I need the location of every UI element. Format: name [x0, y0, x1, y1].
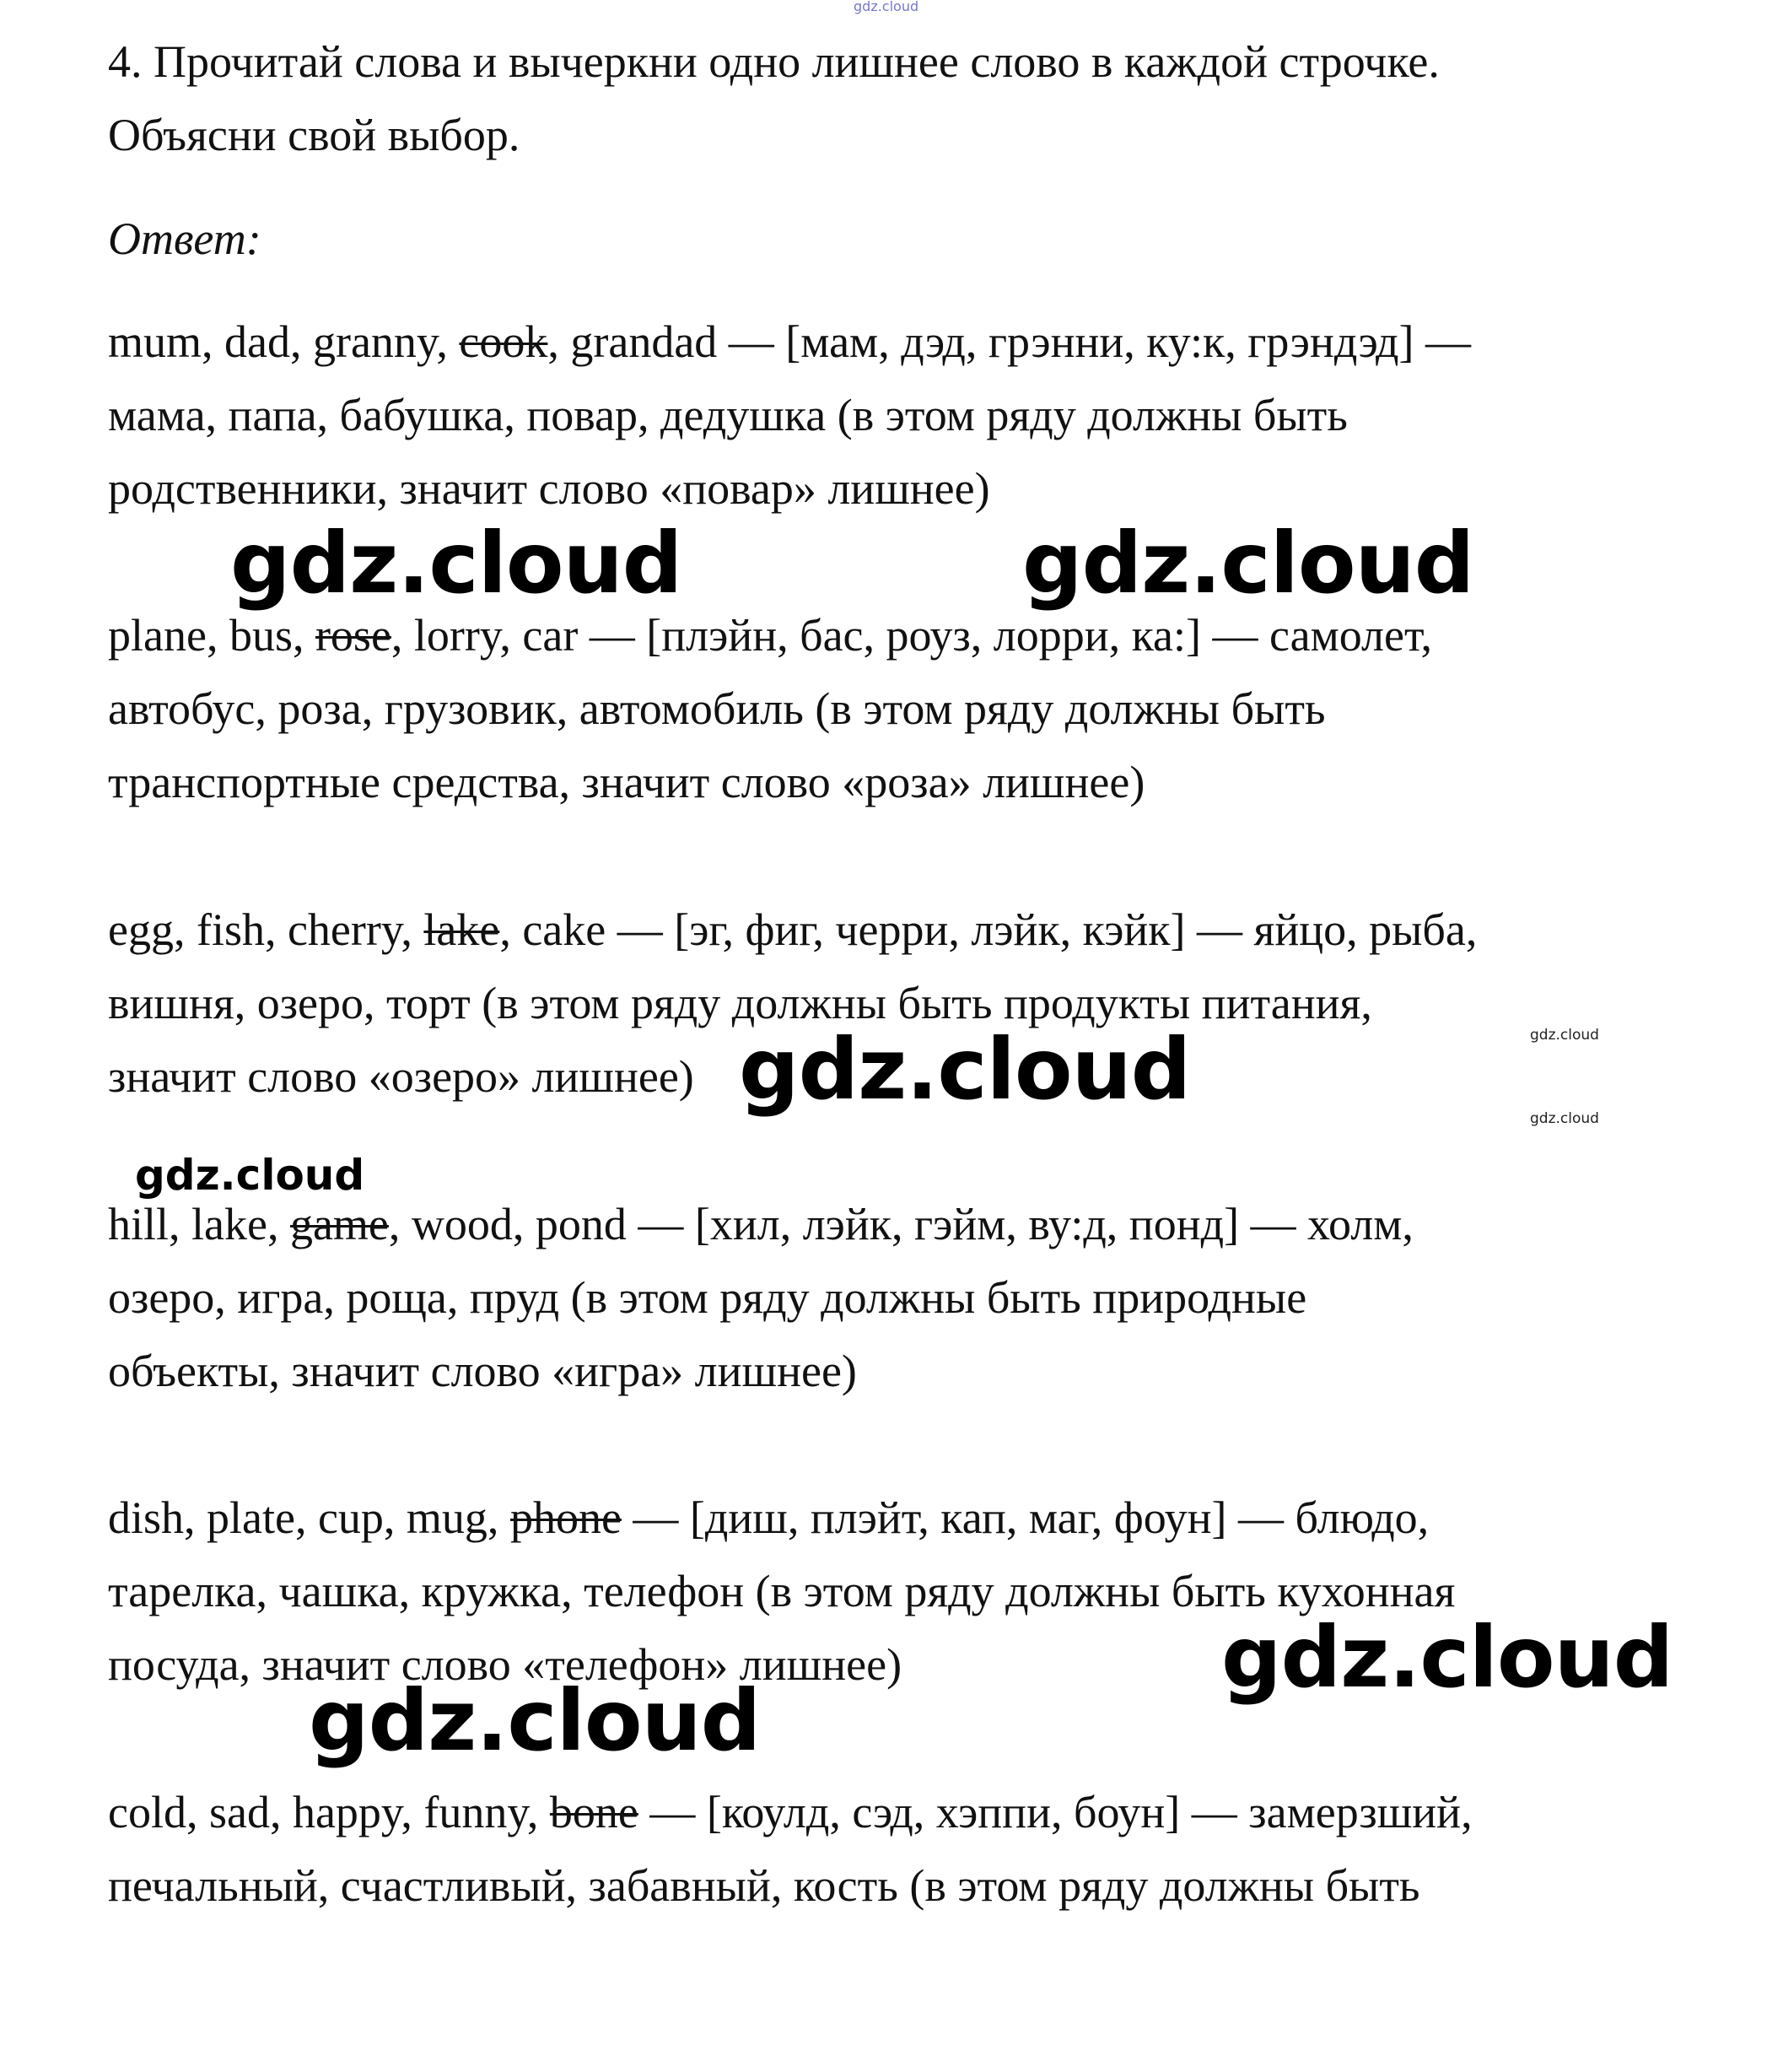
- watermark-4: gdz.cloud: [135, 1151, 365, 1200]
- task-line-1: 4. Прочитай слова и вычеркни одно лишнее слово в каждой строчке.: [108, 36, 1440, 87]
- entry-2-line-3: транспортные средства, значит слово «роза» лишнее): [108, 757, 1145, 807]
- entry-2-line-2: автобус, роза, грузовик, автомобиль (в этом ряду должны быть: [108, 683, 1326, 734]
- entry-5-line-3: посуда, значит слово «телефон» лишнее): [108, 1639, 902, 1690]
- answer-label: Ответ:: [108, 213, 261, 264]
- entry-3-line-1: egg, fish, cherry, lake, cake — [эг, фиг, черри, лэйк, кэйк] — яйцо, рыба,: [108, 904, 1478, 955]
- entry-5-line-2: тарелка, чашка, кружка, телефон (в этом ряду должны быть кухонная: [108, 1566, 1456, 1616]
- watermark-3: gdz.cloud: [739, 1020, 1191, 1119]
- struck-word-rose: rose: [315, 610, 391, 661]
- struck-word-cook: cook: [459, 316, 548, 367]
- entry-4-line-3: объекты, значит слово «игра» лишнее): [108, 1346, 857, 1396]
- entry-2-line-1: plane, bus, rose, lorry, car — [плэйн, бас, роуз, лорри, ка:] — самолет,: [108, 610, 1433, 661]
- struck-word-lake: lake: [423, 904, 500, 955]
- watermark-2: gdz.cloud: [1022, 514, 1474, 612]
- entry-4-line-1: hill, lake, game, wood, pond — [хил, лэйк, гэйм, ву:д, понд] — холм,: [108, 1199, 1414, 1249]
- watermark-small-1: gdz.cloud: [1530, 1027, 1599, 1044]
- entry-3-line-3: значит слово «озеро» лишнее): [108, 1051, 694, 1102]
- entry-1-line-2: мама, папа, бабушка, повар, дедушка (в этом ряду должны быть: [108, 390, 1348, 440]
- watermark-1: gdz.cloud: [230, 514, 682, 612]
- entry-4-line-2: озеро, игра, роща, пруд (в этом ряду должны быть природные: [108, 1272, 1307, 1323]
- watermark-small-2: gdz.cloud: [1530, 1110, 1599, 1127]
- watermark-5: gdz.cloud: [1221, 1608, 1673, 1707]
- watermark-6: gdz.cloud: [309, 1671, 761, 1770]
- entry-5-line-1: dish, plate, cup, mug, phone — [диш, плэйт, кап, маг, фоун] — блюдо,: [108, 1492, 1430, 1543]
- struck-word-phone: phone: [509, 1492, 622, 1543]
- entry-6-line-1: cold, sad, happy, funny, bone — [коулд, сэд, хэппи, боун] — замерзший,: [108, 1787, 1473, 1837]
- struck-word-bone: bone: [549, 1787, 638, 1837]
- task-line-2: Объясни свой выбор.: [108, 110, 520, 160]
- entry-3-line-2: вишня, озеро, торт (в этом ряду должны быть продукты питания,: [108, 978, 1372, 1028]
- entry-1-line-1: mum, dad, granny, cook, grandad — [мам, дэд, грэнни, ку:к, грэндэд] —: [108, 316, 1471, 367]
- entry-1-line-3: родственники, значит слово «повар» лишнее): [108, 463, 990, 514]
- entry-6-line-2: печальный, счастливый, забавный, кость (в этом ряду должны быть: [108, 1860, 1420, 1911]
- struck-word-game: game: [289, 1199, 389, 1249]
- watermark-top: gdz.cloud: [854, 0, 919, 14]
